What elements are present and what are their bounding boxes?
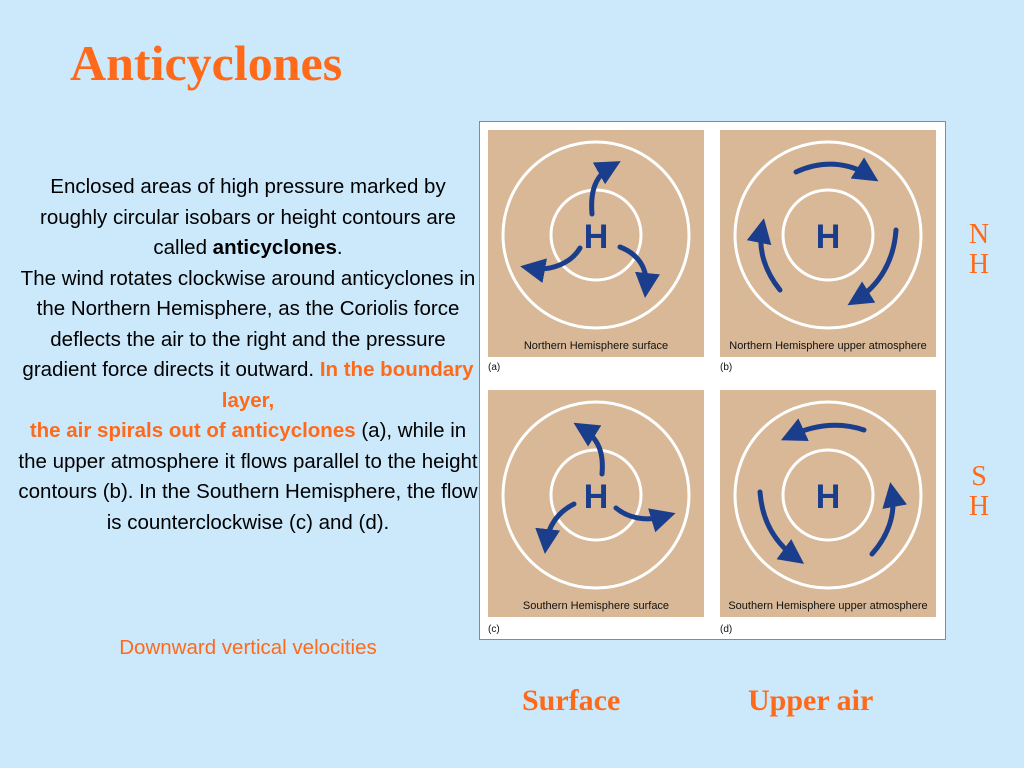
description-highlight-1: In the boundary layer, <box>221 358 474 412</box>
wind-arrow-2 <box>760 492 796 558</box>
description-p1-bold: anticyclones <box>212 236 337 259</box>
panel-d-letter: (d) <box>720 624 733 635</box>
panel-c-diagram <box>488 390 704 617</box>
description-p1-part2: . <box>336 236 343 259</box>
nh-letter-n: N <box>968 219 990 250</box>
panel-d-diagram <box>720 390 936 617</box>
panel-a-caption: Northern Hemisphere surface <box>523 340 669 352</box>
panel-d-caption: Southern Hemisphere upper atmosphere <box>728 600 928 612</box>
wind-arrow-3 <box>616 508 666 519</box>
southern-hemisphere-label <box>962 462 996 522</box>
wind-arrow-1 <box>790 425 864 436</box>
surface-label: Surface <box>522 684 621 717</box>
high-pressure-label: H <box>815 218 841 256</box>
sh-letter-h: H <box>968 491 990 522</box>
downward-velocity-note: Downward vertical velocities <box>119 636 377 659</box>
description-text <box>16 172 480 538</box>
wind-arrow-3 <box>872 492 893 554</box>
panel-a <box>488 130 704 357</box>
high-pressure-label: H <box>583 478 609 516</box>
slide-title: Anticyclones <box>70 35 343 91</box>
wind-arrow-3 <box>761 228 780 290</box>
panel-b <box>720 130 936 357</box>
sh-letter-s: S <box>971 461 987 492</box>
nh-letter-h: H <box>968 249 990 280</box>
panel-c-caption: Southern Hemisphere surface <box>522 600 670 612</box>
high-pressure-label: H <box>815 478 841 516</box>
panel-b-caption: Northern Hemisphere upper atmosphere <box>729 340 927 352</box>
description-p2-part1: The wind rotates clockwise around anticyclones in the Northern Hemisphere, as the Coriolis force deflects the air to the right and the pressure gradient force directs it outward. <box>20 266 476 381</box>
description-p2-part2: (a), while in the upper atmosphere it flows parallel to the height contours (b). In the Southern Hemisphere, the flow is counterclockwise (c) and (d). <box>18 419 478 534</box>
panel-c <box>488 390 704 617</box>
upper-air-label: Upper air <box>748 684 874 717</box>
wind-arrow-2 <box>620 247 646 288</box>
description-highlight-2: the air spirals out of anticyclones <box>29 419 356 442</box>
panel-a-letter: (a) <box>488 362 501 373</box>
northern-hemisphere-label <box>962 220 996 280</box>
panel-b-diagram <box>720 130 936 357</box>
panel-c-letter: (c) <box>488 624 500 635</box>
panel-d <box>720 390 936 617</box>
description-p1-part1: Enclosed areas of high pressure marked by roughly circular isobars or height contours are called <box>40 175 456 259</box>
panel-a-diagram <box>488 130 704 357</box>
panel-b-letter: (b) <box>720 362 733 373</box>
wind-arrow-1 <box>796 164 870 176</box>
high-pressure-label: H <box>583 218 609 256</box>
anticyclone-figure <box>479 121 946 640</box>
